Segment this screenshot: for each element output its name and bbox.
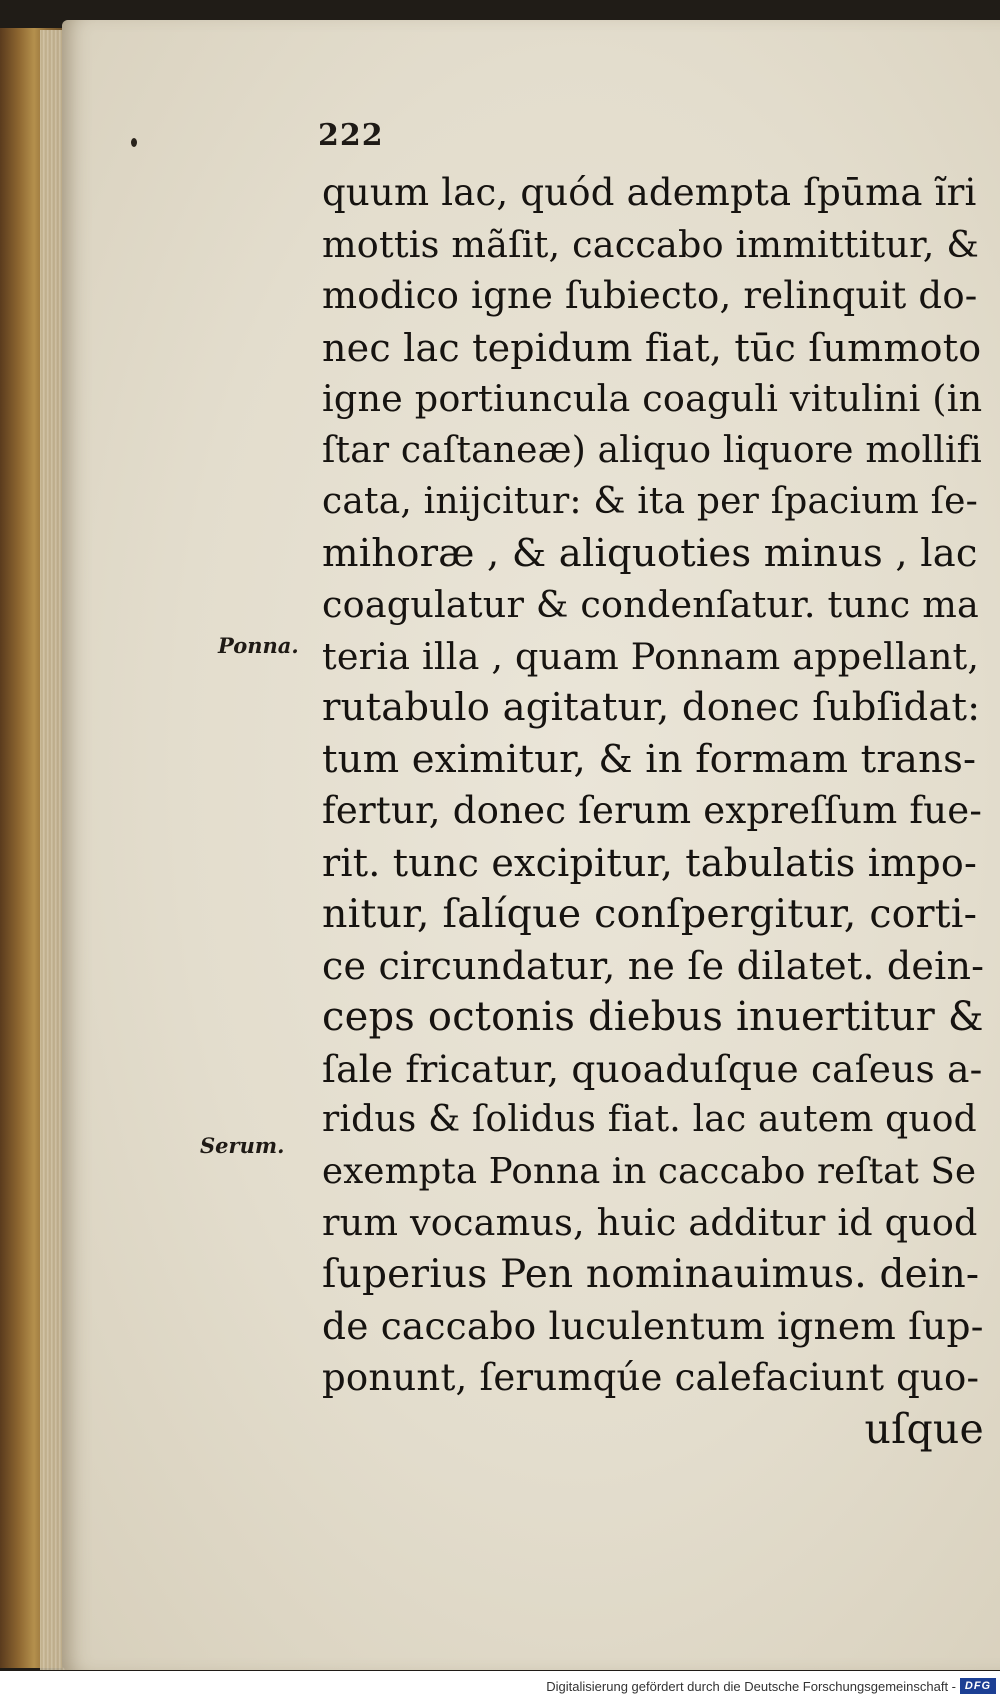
text-line: rit. tunc excipitur, tabulatis impo- [322, 840, 978, 885]
text-line: de caccabo luculentum ignem ſup- [322, 1304, 984, 1348]
text-line: ſtar caſtaneæ) aliquo liquore mollifi [322, 429, 982, 471]
text-line: ponunt, ſerumqúe calefaciunt quo- [322, 1355, 980, 1399]
text-line: mottis mãſit, caccabo immittitur, & [322, 222, 980, 266]
text-line: modico igne ſubiecto, relinquit do- [322, 274, 978, 317]
text-line: rutabulo agitatur, donec ſubſidat: [322, 685, 981, 730]
text-line: igne portiuncula coaguli vitulini (in [322, 377, 983, 420]
text-line: rum vocamus, huic additur id quod [322, 1201, 978, 1244]
text-line: ſale fricatur, quoaduſque caſeus a- [322, 1046, 983, 1091]
marginal-note-serum: Serum. [200, 1133, 285, 1158]
text-line: tum eximitur, & in formam trans- [322, 736, 977, 782]
text-line: ceps octonis diebus inuertitur & [322, 994, 984, 1040]
text-line: ſuperius Pen nominauimus. dein- [322, 1251, 980, 1297]
attribution-footer [0, 1671, 1000, 1699]
body-text-block [322, 168, 984, 1456]
text-line: teria illa , quam Ponnam appellant, [322, 634, 980, 678]
text-line: ce circundatur, ne ſe dilatet. dein- [322, 943, 985, 988]
text-line: fertur, donec ſerum expreſſum fue- [322, 789, 983, 832]
dfg-logo-icon: DFG [960, 1678, 996, 1694]
text-line: mihoræ , & aliquoties minus , lac [322, 530, 978, 576]
text-line: nitur, ſalíque conſpergitur, corti- [322, 891, 978, 937]
text-line: nec lac tepidum fiat, tūc ſummoto [322, 325, 982, 370]
text-line: quum lac, quód adempta ſpūma ĩri [322, 171, 977, 214]
text-line: exempta Ponna in caccabo reſtat Se [322, 1150, 977, 1192]
text-line: ridus & ſolidus fiat. lac autem quod [322, 1099, 977, 1140]
ink-spot [131, 138, 137, 147]
page-number: 222 [318, 118, 384, 153]
funding-credit: Digitalisierung gefördert durch die Deutsche Forschungsgemeinschaft - [546, 1679, 956, 1694]
text-line: coagulatur & condenſatur. tunc ma [322, 583, 979, 626]
text-line: cata, inijcitur: & ita per ſpacium ſe- [322, 481, 978, 522]
marginal-note-ponna: Ponna. [218, 633, 299, 658]
catchword: uſque [864, 1405, 984, 1453]
